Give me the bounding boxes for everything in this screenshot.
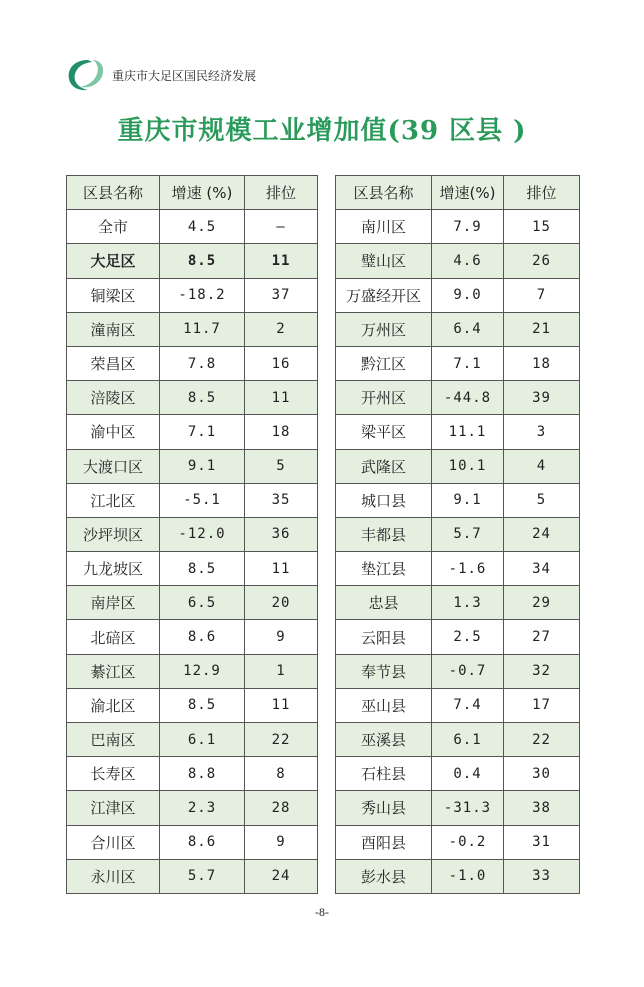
district-cell: 忠县	[336, 586, 432, 620]
rank-cell: 35	[245, 483, 318, 517]
table-row	[67, 825, 318, 859]
rank-cell: 18	[504, 346, 580, 380]
table-row	[336, 620, 580, 654]
col-header-rank: 排位	[504, 176, 580, 210]
org-logo-icon	[66, 57, 106, 93]
district-cell: 大渡口区	[67, 449, 160, 483]
growth-cell: 7.8	[160, 346, 245, 380]
district-cell: 万盛经开区	[336, 278, 432, 312]
district-cell: 巫山县	[336, 688, 432, 722]
district-cell: 奉节县	[336, 654, 432, 688]
district-cell: 南川区	[336, 210, 432, 244]
rank-cell: 22	[245, 723, 318, 757]
district-cell: 綦江区	[67, 654, 160, 688]
rank-cell: 11	[245, 552, 318, 586]
rank-cell: 29	[504, 586, 580, 620]
header-row	[336, 176, 580, 210]
rank-cell: 20	[245, 586, 318, 620]
district-cell: 大足区	[67, 244, 160, 278]
page-header	[66, 55, 256, 95]
growth-cell: 4.5	[160, 210, 245, 244]
page-title: 重庆市规模工业增加值(39 区县 )	[117, 116, 527, 146]
growth-cell: 7.9	[432, 210, 504, 244]
rank-cell: 36	[245, 517, 318, 551]
table-row	[67, 688, 318, 722]
district-cell: 巴南区	[67, 723, 160, 757]
district-cell: 长寿区	[67, 757, 160, 791]
growth-cell: 0.4	[432, 757, 504, 791]
rank-cell: 4	[504, 449, 580, 483]
table-row	[67, 381, 318, 415]
rank-cell: 17	[504, 688, 580, 722]
growth-cell: 12.9	[160, 654, 245, 688]
growth-cell: -18.2	[160, 278, 245, 312]
rank-cell: 33	[504, 859, 580, 893]
district-cell: 涪陵区	[67, 381, 160, 415]
rank-cell: —	[245, 210, 318, 244]
growth-cell: 6.4	[432, 312, 504, 346]
growth-cell: 7.1	[160, 415, 245, 449]
growth-cell: 6.5	[160, 586, 245, 620]
table-row	[67, 312, 318, 346]
growth-cell: 8.6	[160, 825, 245, 859]
growth-cell: 9.1	[160, 449, 245, 483]
growth-cell: -0.7	[432, 654, 504, 688]
table-row	[67, 620, 318, 654]
col-header-growth: 增速(%)	[432, 176, 504, 210]
growth-cell: 8.5	[160, 381, 245, 415]
table-row	[67, 552, 318, 586]
district-cell: 沙坪坝区	[67, 517, 160, 551]
growth-cell: 8.5	[160, 244, 245, 278]
rank-cell: 9	[245, 825, 318, 859]
col-header-rank: 排位	[245, 176, 318, 210]
rank-cell: 5	[245, 449, 318, 483]
table-row	[336, 723, 580, 757]
district-cell: 万州区	[336, 312, 432, 346]
district-cell: 永川区	[67, 859, 160, 893]
district-cell: 云阳县	[336, 620, 432, 654]
rank-cell: 28	[245, 791, 318, 825]
rank-cell: 11	[245, 244, 318, 278]
table-row	[67, 244, 318, 278]
table-row	[336, 688, 580, 722]
growth-cell: 8.8	[160, 757, 245, 791]
growth-cell: 8.6	[160, 620, 245, 654]
rank-cell: 30	[504, 757, 580, 791]
table-row	[67, 654, 318, 688]
growth-cell: 6.1	[160, 723, 245, 757]
rank-cell: 32	[504, 654, 580, 688]
rank-cell: 7	[504, 278, 580, 312]
growth-cell: 2.5	[432, 620, 504, 654]
rank-cell: 21	[504, 312, 580, 346]
district-cell: 铜梁区	[67, 278, 160, 312]
header-row	[67, 176, 318, 210]
growth-cell: 9.0	[432, 278, 504, 312]
table-row	[67, 346, 318, 380]
col-header-growth: 增速 (%)	[160, 176, 245, 210]
left-table	[66, 175, 318, 894]
table-row	[67, 757, 318, 791]
district-cell: 合川区	[67, 825, 160, 859]
table-row	[67, 517, 318, 551]
rank-cell: 27	[504, 620, 580, 654]
rank-cell: 24	[245, 859, 318, 893]
table-row	[67, 449, 318, 483]
table-row	[336, 586, 580, 620]
growth-cell: 7.1	[432, 346, 504, 380]
district-cell: 江津区	[67, 791, 160, 825]
rank-cell: 39	[504, 381, 580, 415]
table-row	[67, 210, 318, 244]
table-row	[336, 381, 580, 415]
growth-cell: 5.7	[160, 859, 245, 893]
table-row	[336, 483, 580, 517]
table-row	[67, 415, 318, 449]
district-cell: 彭水县	[336, 859, 432, 893]
growth-cell: 7.4	[432, 688, 504, 722]
table-row	[67, 859, 318, 893]
table-row	[336, 791, 580, 825]
district-cell: 开州区	[336, 381, 432, 415]
table-row	[336, 859, 580, 893]
rank-cell: 5	[504, 483, 580, 517]
growth-cell: 5.7	[432, 517, 504, 551]
page-number: -8-	[315, 905, 329, 919]
table-row	[67, 723, 318, 757]
rank-cell: 38	[504, 791, 580, 825]
table-row	[336, 517, 580, 551]
district-cell: 潼南区	[67, 312, 160, 346]
rank-cell: 34	[504, 552, 580, 586]
growth-cell: 8.5	[160, 552, 245, 586]
district-cell: 梁平区	[336, 415, 432, 449]
growth-cell: -44.8	[432, 381, 504, 415]
table-row	[336, 449, 580, 483]
growth-cell: 4.6	[432, 244, 504, 278]
rank-cell: 3	[504, 415, 580, 449]
district-cell: 全市	[67, 210, 160, 244]
table-row	[336, 278, 580, 312]
growth-cell: 11.1	[432, 415, 504, 449]
org-name: 重庆市大足区国民经济发展	[112, 68, 257, 83]
rank-cell: 24	[504, 517, 580, 551]
growth-cell: 2.3	[160, 791, 245, 825]
district-cell: 渝北区	[67, 688, 160, 722]
col-header-district: 区县名称	[67, 176, 160, 210]
table-row	[336, 552, 580, 586]
table-row	[336, 825, 580, 859]
growth-cell: -31.3	[432, 791, 504, 825]
district-cell: 丰都县	[336, 517, 432, 551]
right-table	[335, 175, 580, 894]
rank-cell: 9	[245, 620, 318, 654]
table-row	[67, 483, 318, 517]
table-row	[67, 278, 318, 312]
rank-cell: 11	[245, 688, 318, 722]
rank-cell: 2	[245, 312, 318, 346]
rank-cell: 1	[245, 654, 318, 688]
table-row	[336, 654, 580, 688]
rank-cell: 22	[504, 723, 580, 757]
growth-cell: 10.1	[432, 449, 504, 483]
growth-cell: -1.6	[432, 552, 504, 586]
district-cell: 石柱县	[336, 757, 432, 791]
growth-cell: 8.5	[160, 688, 245, 722]
district-cell: 酉阳县	[336, 825, 432, 859]
table-row	[67, 586, 318, 620]
growth-cell: 11.7	[160, 312, 245, 346]
district-cell: 南岸区	[67, 586, 160, 620]
rank-cell: 11	[245, 381, 318, 415]
growth-cell: -0.2	[432, 825, 504, 859]
table-row	[336, 210, 580, 244]
district-cell: 黔江区	[336, 346, 432, 380]
district-cell: 九龙坡区	[67, 552, 160, 586]
district-cell: 荣昌区	[67, 346, 160, 380]
table-row	[336, 312, 580, 346]
rank-cell: 8	[245, 757, 318, 791]
table-row	[336, 346, 580, 380]
rank-cell: 16	[245, 346, 318, 380]
district-cell: 渝中区	[67, 415, 160, 449]
district-cell: 江北区	[67, 483, 160, 517]
table-row	[336, 757, 580, 791]
col-header-district: 区县名称	[336, 176, 432, 210]
growth-cell: -5.1	[160, 483, 245, 517]
district-cell: 武隆区	[336, 449, 432, 483]
district-cell: 垫江县	[336, 552, 432, 586]
district-cell: 北碚区	[67, 620, 160, 654]
district-cell: 秀山县	[336, 791, 432, 825]
rank-cell: 15	[504, 210, 580, 244]
rank-cell: 31	[504, 825, 580, 859]
district-cell: 璧山区	[336, 244, 432, 278]
rank-cell: 18	[245, 415, 318, 449]
growth-cell: 9.1	[432, 483, 504, 517]
rank-cell: 37	[245, 278, 318, 312]
growth-cell: 6.1	[432, 723, 504, 757]
district-cell: 巫溪县	[336, 723, 432, 757]
rank-cell: 26	[504, 244, 580, 278]
growth-cell: -1.0	[432, 859, 504, 893]
district-cell: 城口县	[336, 483, 432, 517]
table-row	[336, 415, 580, 449]
table-row	[67, 791, 318, 825]
growth-cell: 1.3	[432, 586, 504, 620]
growth-cell: -12.0	[160, 517, 245, 551]
table-row	[336, 244, 580, 278]
